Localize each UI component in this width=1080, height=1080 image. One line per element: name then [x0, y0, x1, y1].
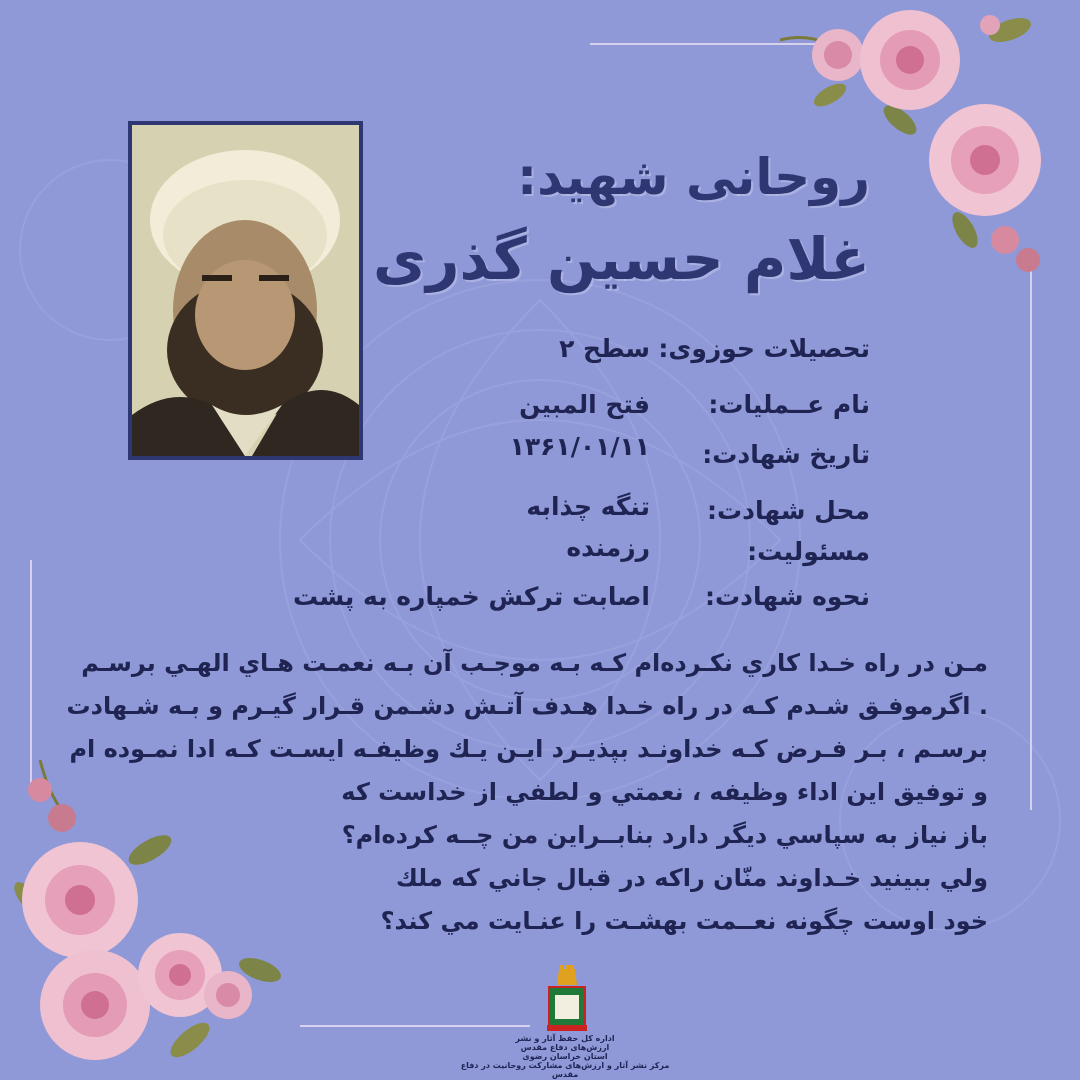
logo-caption-line: استان خراسان رضوی [522, 1052, 608, 1061]
info-label-responsibility: مسئولیت: [747, 537, 870, 566]
frame-line-right [1030, 250, 1032, 810]
info-value-date: ۱۳۶۱/۰۱/۱۱ [509, 432, 650, 461]
info-label-manner: نحوه شهادت: [705, 582, 870, 611]
fist-emblem-icon [543, 965, 591, 1035]
info-label-place: محل شهادت: [707, 496, 870, 525]
info-label-date: تاریخ شهادت: [702, 440, 870, 469]
info-value-place: تنگه چذابه [526, 492, 650, 521]
logo-caption-line: اداره کل حفظ آثار و نشر [515, 1034, 615, 1043]
frame-line-bottom [300, 1025, 530, 1027]
logo-caption-line: ارزش‌های دفاع مقدس [520, 1043, 610, 1052]
info-label-education: تحصیلات حوزوی: [658, 334, 870, 363]
title-line-1: روحانی شهید: [517, 148, 870, 206]
info-value-manner: اصابت ترکش خمپاره به پشت [293, 582, 650, 611]
info-value-operation: فتح المبین [519, 390, 650, 419]
quote-line: ولي ببينيد خـداوند منّان راكه در قبال جاني كه ملك [395, 864, 988, 892]
testament-quote [66, 642, 988, 943]
logo-caption-line: مرکز نشر آثار و ارزش‌های مشارکت روحانیت در دفاع مقدس [460, 1061, 670, 1079]
quote-line: . اگرموفـق شـدم كـه در راه خـدا هـدف آتـش دشـمن قـرار گيـرم و بـه شـهادت [66, 692, 988, 720]
info-value-responsibility: رزمنده [566, 533, 650, 562]
quote-line: و توفيق اين اداء وظيفه ، نعمتي و لطفي از خداست كه [341, 778, 988, 806]
title-line-2: غلام حسین گذری [372, 225, 870, 293]
info-label-operation: نام عــملیات: [708, 390, 870, 419]
quote-line: خود اوست چگونه نعــمت بهشـت را عنـايت مي كند؟ [380, 907, 988, 935]
quote-line: برسـم ، بـر فـرض كـه خداونـد بپذيـرد ايـن يـك وظيفـه ايسـت كـه ادا نمـوده ام [69, 735, 988, 763]
quote-line: باز نياز به سپاسي ديگر دارد بنابــراين من چــه كرده‌ام؟ [341, 821, 988, 849]
info-value-education: سطح ۲ [559, 334, 650, 363]
martyr-portrait [128, 121, 363, 460]
quote-line: مـن در راه خـدا كاري نكـرده‌ام كـه بـه موجـب آن بـه نعمـت هـاي الهـي برسـم [81, 649, 988, 677]
logo-caption [450, 1034, 680, 1079]
